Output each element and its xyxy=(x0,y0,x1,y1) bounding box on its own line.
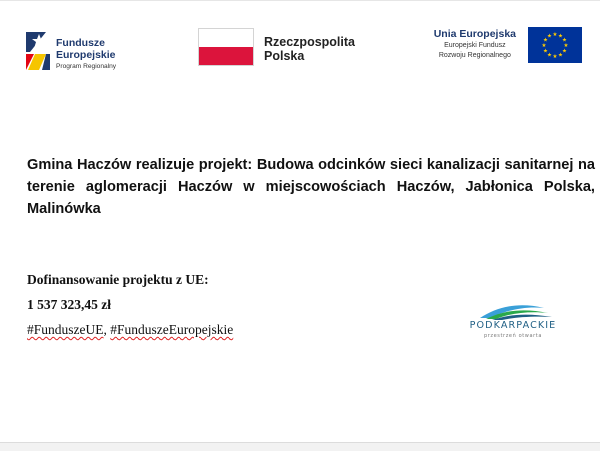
svg-text:★: ★ xyxy=(552,54,558,60)
ue-logo-line1: Unia Europejska xyxy=(433,28,516,40)
svg-text:★: ★ xyxy=(562,37,567,44)
funding-amount: 1 537 323,45 zł xyxy=(27,297,111,312)
podkarpackie-name: PODKARPACKIE xyxy=(469,320,557,331)
svg-text:★: ★ xyxy=(547,33,552,40)
rzeczpospolita-logo-line1: Rzeczpospolita xyxy=(264,35,355,49)
hashtag-separator: , xyxy=(103,322,111,337)
podkarpackie-logo xyxy=(460,300,572,346)
ue-logo-line2: Europejski Fundusz xyxy=(444,42,506,49)
page-top-edge xyxy=(0,0,600,1)
polish-flag-icon xyxy=(198,28,254,66)
svg-text:★: ★ xyxy=(562,48,567,55)
svg-text:★: ★ xyxy=(543,48,548,55)
rzeczpospolita-logo-line2: Polska xyxy=(264,49,305,63)
svg-text:★: ★ xyxy=(563,43,569,49)
unia-europejska-logo xyxy=(410,27,582,67)
podkarpackie-hills-icon xyxy=(460,300,572,322)
fundusze-europejskie-star-icon xyxy=(26,30,52,74)
project-heading: Gmina Haczów realizuje projekt: Budowa odcinków sieci kanalizacji sanitarnej na terenie aglomeracji Haczów w miejscowościach Haczów, Jabłonica Polska, Malinówka xyxy=(27,157,595,217)
svg-text:★: ★ xyxy=(558,33,563,40)
funding-label: Dofinansowanie projektu z UE: xyxy=(27,272,209,287)
hashtags xyxy=(27,322,233,338)
ue-logo-line3: Rozwoju Regionalnego xyxy=(438,52,511,59)
hashtag-fundusze-europejskie: #FunduszeEuropejskie xyxy=(110,322,234,337)
hashtag-fundusze-ue: #FunduszeUE xyxy=(27,322,104,337)
rzeczpospolita-polska-logo xyxy=(198,28,368,68)
svg-text:★: ★ xyxy=(558,52,563,59)
podkarpackie-tagline: przestrzeń otwarta xyxy=(483,333,543,339)
fundusze-logo-line3: Program Regionalny xyxy=(56,63,117,70)
svg-text:★: ★ xyxy=(543,37,548,44)
svg-text:★: ★ xyxy=(541,43,547,49)
svg-text:★: ★ xyxy=(552,32,558,38)
fundusze-europejskie-logo xyxy=(26,30,136,74)
fundusze-logo-line2: Europejskie xyxy=(56,49,116,61)
svg-text:★: ★ xyxy=(547,52,552,59)
eu-flag-icon xyxy=(528,27,582,63)
fundusze-logo-line1: Fundusze xyxy=(56,37,105,49)
